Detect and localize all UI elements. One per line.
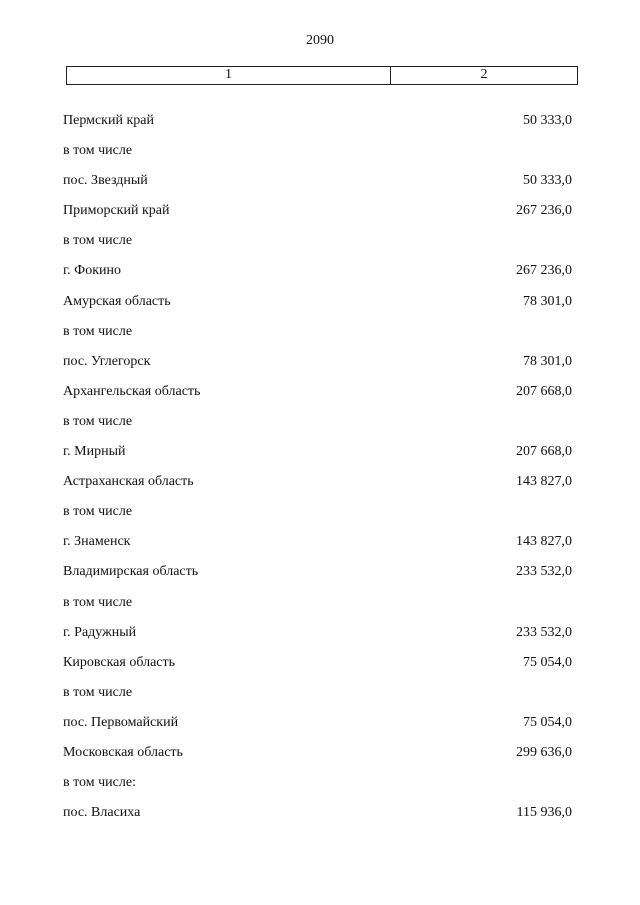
row-label: Кировская область	[63, 654, 176, 670]
row-label: пос. Первомайский	[63, 714, 179, 730]
row-label: в том числе	[63, 504, 133, 520]
table-row	[0, 623, 640, 653]
row-label: Пермский край	[63, 113, 154, 128]
row-label: г. Мирный	[63, 444, 126, 460]
table-row	[0, 653, 640, 683]
row-value: 75 054,0	[523, 714, 572, 730]
row-label: в том числе	[63, 233, 133, 249]
table-row	[0, 562, 640, 592]
row-label: г. Знаменск	[63, 534, 131, 550]
row-value: 233 532,0	[516, 564, 572, 580]
table-row	[0, 231, 640, 261]
row-value: 267 236,0	[516, 203, 572, 219]
table-row	[0, 292, 640, 322]
column-header	[66, 66, 578, 85]
table-row	[0, 532, 640, 562]
column-header-1: 1	[67, 67, 391, 84]
page-number: 2090	[306, 33, 334, 48]
table-row	[0, 743, 640, 773]
table-row	[0, 141, 640, 171]
row-value: 50 333,0	[523, 113, 572, 128]
row-label: в том числе	[63, 323, 133, 339]
table-body	[0, 111, 640, 833]
table-row	[0, 442, 640, 472]
table-row	[0, 382, 640, 412]
row-value: 233 532,0	[516, 624, 572, 640]
row-label: Московская область	[63, 744, 183, 760]
table-row	[0, 472, 640, 502]
row-label: Приморский край	[63, 203, 170, 219]
row-value: 207 668,0	[516, 383, 572, 399]
table-row	[0, 171, 640, 201]
row-label: Астраханская область	[63, 474, 194, 490]
row-value: 78 301,0	[523, 293, 572, 309]
row-label: пос. Звездный	[63, 173, 148, 189]
row-label: в том числе	[63, 594, 133, 610]
table-row	[0, 201, 640, 231]
table-row	[0, 713, 640, 743]
row-label: пос. Власиха	[63, 805, 141, 821]
row-value: 267 236,0	[516, 263, 572, 279]
row-label: в том числе	[63, 684, 133, 700]
table-row	[0, 593, 640, 623]
table-row	[0, 412, 640, 442]
row-value: 75 054,0	[523, 654, 572, 670]
table-row	[0, 502, 640, 532]
row-label: г. Радужный	[63, 624, 137, 640]
row-label: Архангельская область	[63, 383, 201, 399]
table-row	[0, 111, 640, 141]
row-value: 50 333,0	[523, 173, 572, 189]
row-label: г. Фокино	[63, 263, 122, 279]
table-row	[0, 352, 640, 382]
row-value: 143 827,0	[516, 534, 572, 550]
row-label: в том числе:	[63, 775, 136, 791]
row-label: в том числе	[63, 413, 133, 429]
row-value: 299 636,0	[516, 744, 572, 760]
row-label: Амурская область	[63, 293, 171, 309]
table-row	[0, 322, 640, 352]
table-row	[0, 683, 640, 713]
row-label: пос. Углегорск	[63, 353, 151, 369]
table-row	[0, 261, 640, 291]
row-value: 207 668,0	[516, 444, 572, 460]
row-label: Владимирская область	[63, 564, 199, 580]
column-header-2: 2	[480, 67, 488, 82]
row-label: в том числе	[63, 143, 133, 159]
table-row	[0, 773, 640, 803]
row-value: 115 936,0	[516, 805, 572, 821]
row-value: 78 301,0	[523, 353, 572, 369]
row-value: 143 827,0	[516, 474, 572, 490]
table-row	[0, 803, 640, 833]
